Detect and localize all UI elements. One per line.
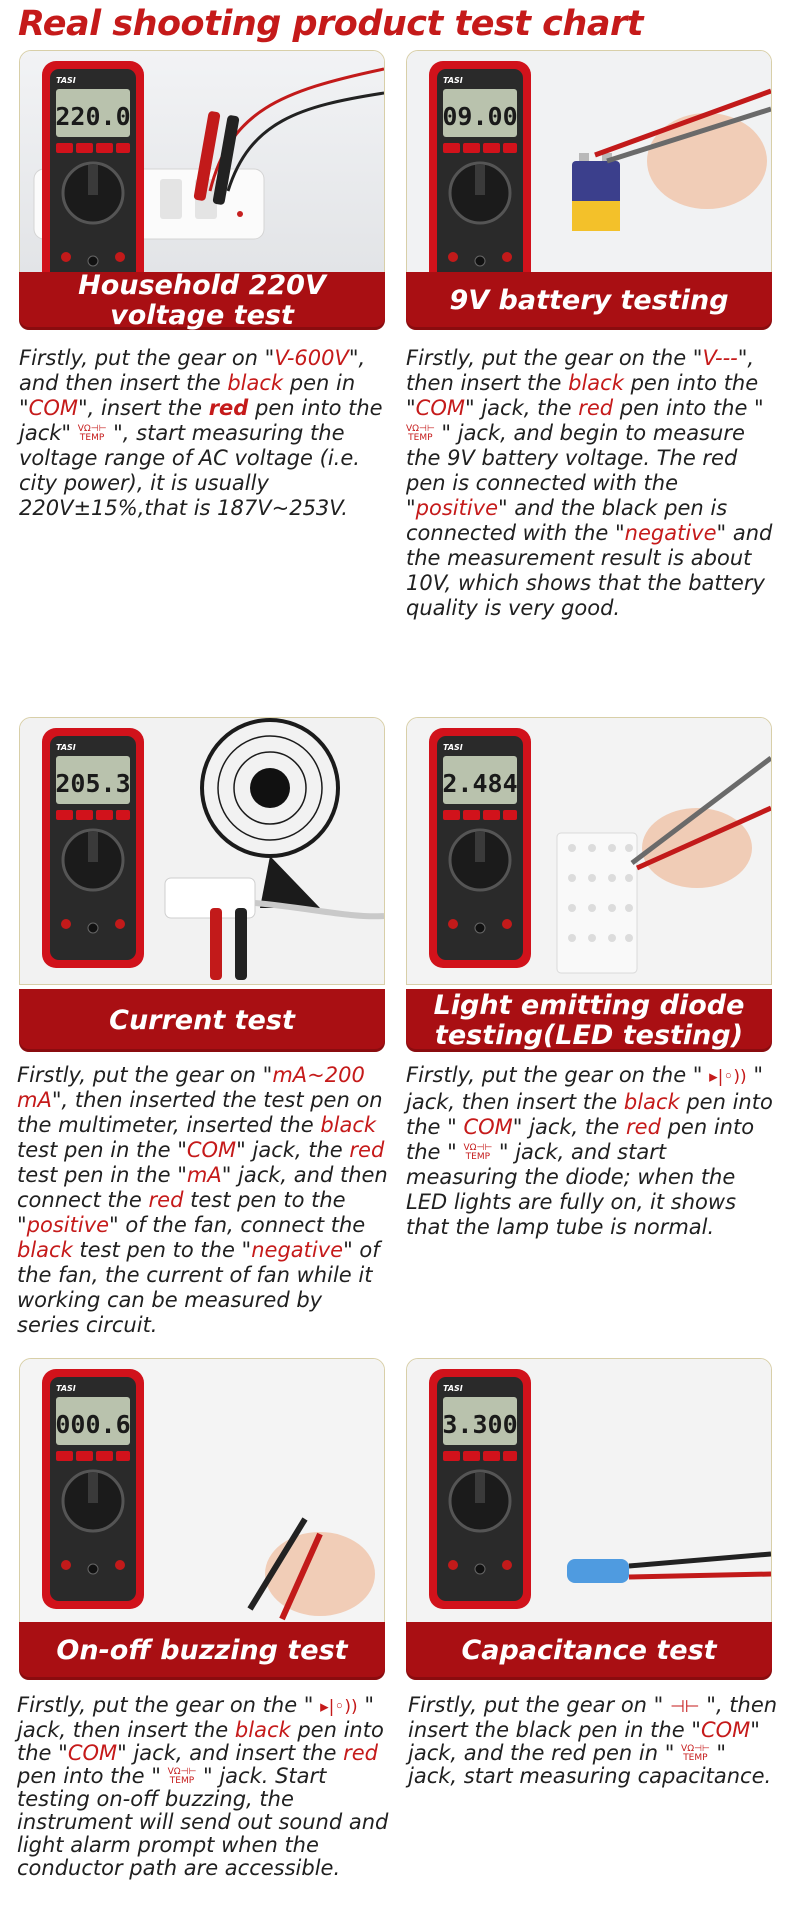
banner-line-1: Household 220V bbox=[78, 270, 326, 301]
multimeter bbox=[42, 1369, 144, 1609]
banner-current bbox=[19, 989, 385, 1052]
lcd-reading: 205.3 bbox=[55, 769, 131, 798]
banner-capacitance bbox=[406, 1622, 772, 1680]
current-photo bbox=[19, 717, 385, 985]
lcd-reading: 09.00 bbox=[442, 102, 518, 131]
diode-buzzer-symbol: ▸|◦)) bbox=[320, 1697, 358, 1717]
meter-brand: TASI bbox=[443, 76, 463, 85]
multimeter bbox=[429, 61, 531, 301]
meter-brand: TASI bbox=[56, 743, 76, 752]
capacitance-photo bbox=[406, 1358, 772, 1626]
multimeter bbox=[429, 1369, 531, 1609]
capacitance-description: Firstly, put the gear on " ⊣⊢ ", then insert the black pen in the "COM" jack, and the red pen in " VΩ⊣⊢ TEMP " jack, start measuring capacitance. bbox=[408, 1693, 778, 1788]
meter-brand: TASI bbox=[56, 76, 76, 85]
banner-line-1: 9V battery testing bbox=[449, 285, 729, 316]
capacitor-symbol: ⊣⊢ bbox=[670, 1697, 700, 1717]
lcd-reading: 220.0 bbox=[55, 102, 131, 131]
meter-brand: TASI bbox=[443, 1384, 463, 1393]
led-description: Firstly, put the gear on the " ▸|◦)) " jack, then insert the black pen into the " COM" jack, the red pen into the " VΩ⊣⊢ TEMP " jack, and start measuring the diode; when the LED lights are fully on, it shows that the lamp tube is normal. bbox=[406, 1063, 773, 1239]
banner-buzzing bbox=[19, 1622, 385, 1680]
lcd-reading: 3.300 bbox=[442, 1410, 518, 1439]
banner-line-1: Current test bbox=[109, 1004, 295, 1036]
page-title: Real shooting product test chart bbox=[18, 4, 643, 44]
household-voltage-description: Firstly, put the gear on "V-600V", and then insert the black pen in "COM", insert the red pen into the jack" VΩ⊣⊢ TEMP ", start measuring the voltage range of AC voltage (i.e. city power), it is usually 220V±15%,that is 187V~253V. bbox=[19, 346, 383, 520]
banner-line-1: Light emitting diode bbox=[433, 989, 745, 1021]
multimeter bbox=[42, 61, 144, 301]
buzzing-photo bbox=[19, 1358, 385, 1626]
vohm-temp-symbol: VΩ⊣⊢ TEMP bbox=[77, 424, 107, 443]
vohm-temp-symbol: VΩ⊣⊢ TEMP bbox=[681, 1744, 710, 1763]
meter-brand: TASI bbox=[443, 743, 463, 752]
led-photo bbox=[406, 717, 772, 985]
banner-line-2: testing(LED testing) bbox=[434, 1019, 744, 1051]
diode-buzzer-symbol: ▸|◦)) bbox=[709, 1067, 747, 1087]
meter-brand: TASI bbox=[56, 1384, 76, 1393]
battery-description: Firstly, put the gear on the "V---", then insert the black pen into the "COM" jack, the red pen into the " VΩ⊣⊢ TEMP " jack, and begin to measure the 9V battery voltage. The red pen is connected with the "positive" and the black pen is connected with the "negative" and the measurement result is about 10V, which shows that the battery quality is very good. bbox=[406, 346, 773, 620]
banner-line-1: On-off buzzing test bbox=[56, 1635, 348, 1666]
lcd-reading: 2.484 bbox=[442, 769, 518, 798]
vohm-temp-symbol: VΩ⊣⊢ TEMP bbox=[463, 1143, 493, 1162]
banner-household-voltage bbox=[19, 272, 385, 330]
multimeter bbox=[42, 728, 144, 968]
current-description: Firstly, put the gear on "mA~200 mA", then inserted the test pen on the multimeter, inserted the black test pen in the "COM" jack, the red test pen in the "mA" jack, and then connect the red test pen to the "positive" of the fan, connect the black test pen to the "negative" of the fan, the current of fan while it working can be measured by series circuit. bbox=[17, 1063, 388, 1337]
vohm-temp-symbol: VΩ⊣⊢ TEMP bbox=[406, 424, 435, 443]
banner-led bbox=[406, 989, 772, 1052]
vohm-temp-symbol: VΩ⊣⊢ TEMP bbox=[167, 1767, 197, 1786]
banner-battery bbox=[406, 272, 772, 330]
banner-line-1: Capacitance test bbox=[461, 1635, 717, 1666]
lcd-reading: 000.6 bbox=[55, 1410, 131, 1439]
buzzing-description: Firstly, put the gear on the " ▸|◦)) " jack, then insert the black pen into the "COM" jack, and insert the red pen into the " VΩ⊣⊢ TEMP " jack. Start testing on-off buzzing, the instrument will send out sound and light alarm prompt when the conductor path are accessible. bbox=[17, 1693, 389, 1880]
banner-line-2: voltage test bbox=[110, 300, 294, 331]
multimeter bbox=[429, 728, 531, 968]
